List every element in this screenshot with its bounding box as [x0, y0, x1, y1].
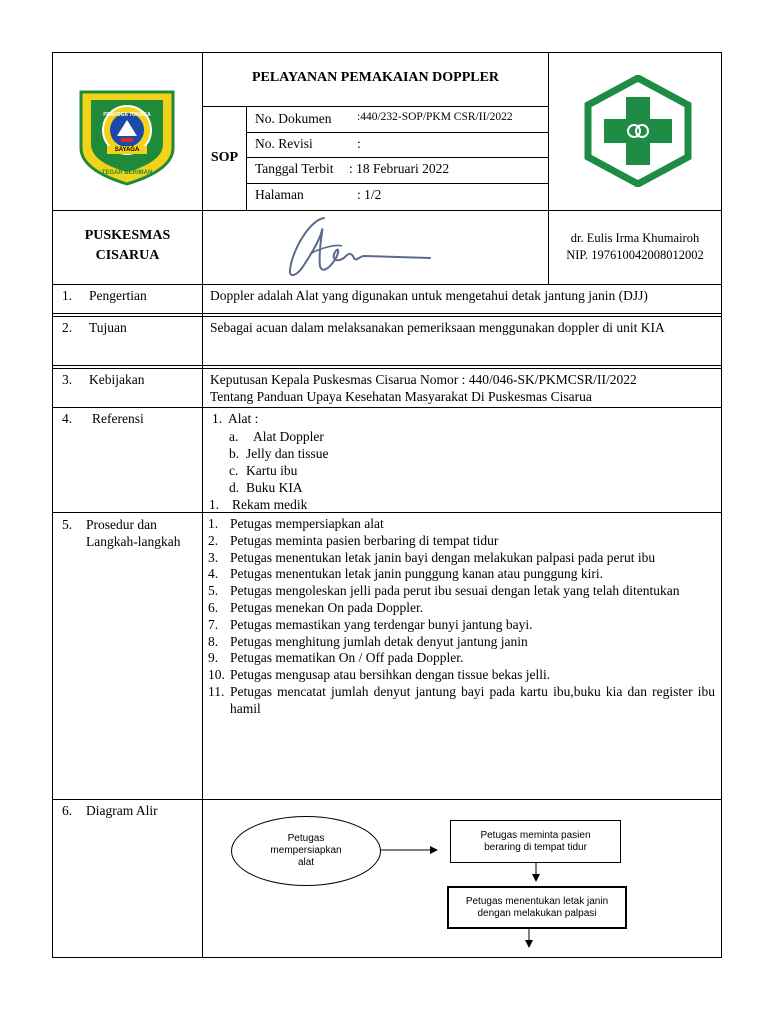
section-number: 3.: [62, 372, 73, 387]
meta-value: :: [357, 136, 361, 151]
section-text: Doppler adalah Alat yang digunakan untuk mengetahui detak jantung janin (DJJ): [210, 288, 648, 303]
meta-label: No. Dokumen: [255, 111, 332, 126]
list-marker: b.: [229, 446, 240, 461]
list-marker: d.: [229, 480, 240, 495]
document-title: PELAYANAN PEMAKAIAN DOPPLER: [251, 70, 500, 85]
meta-label: Halaman: [255, 187, 304, 202]
section-text: Sebagai acuan dalam melaksanakan pemeriksaan menggunakan doppler di unit KIA: [210, 320, 665, 335]
list-item: 5. Petugas mengoleskan jelli pada perut ibu sesuai dengan letak yang telah ditentukan: [208, 583, 680, 599]
section-label: Pengertian: [89, 288, 147, 303]
list-marker: c.: [229, 463, 239, 478]
list-item: 10. Petugas mengusap atau bersihkan dengan tissue bekas jelli.: [208, 667, 551, 683]
meta-value: : 1/2: [357, 187, 382, 202]
logo-top-text: PRAYOGA TOHAGA: [103, 112, 151, 118]
list-item: 11. Petugas mencatat jumlah denyut jantung bayi pada kartu ibu,buku kia dan register ibu hamil: [208, 683, 715, 716]
signer-nip: NIP. 197610042008012002: [566, 248, 704, 262]
meta-value: : 18 Februari 2022: [349, 161, 450, 176]
list-item: 6. Petugas menekan On pada Doppler.: [208, 599, 424, 615]
sop-label: SOP: [210, 150, 239, 165]
flow-start-text: Petugas mempersiapkan alat: [270, 833, 342, 868]
list-item: Rekam medik: [232, 497, 308, 512]
section-text: Tentang Panduan Upaya Kesehatan Masyarakat Di Puskesmas Cisarua: [210, 389, 592, 404]
section-label: Langkah-langkah: [86, 534, 181, 549]
list-item: Alat Doppler: [253, 429, 324, 444]
logo-bottom-text: TEGAR BERIMAN: [101, 170, 153, 176]
section-label: Referensi: [92, 411, 144, 426]
org-name-line2: CISARUA: [95, 248, 160, 263]
list-item: 2. Petugas meminta pasien berbaring di tempat tidur: [208, 532, 499, 548]
logo-band-text: SAYAGA: [114, 147, 140, 153]
list-marker: 1.: [209, 497, 220, 512]
list-item: 3. Petugas menentukan letak janin bayi dengan melakukan palpasi pada perut ibu: [208, 549, 656, 565]
list-item: 9. Petugas mematikan On / Off pada Doppler.: [208, 650, 464, 666]
section-number: 6.: [62, 803, 73, 818]
list-item: 8. Petugas menghitung jumlah detak denyut jantung janin: [208, 633, 528, 649]
org-name-line1: PUSKESMAS: [84, 228, 171, 243]
section-number: 1.: [62, 288, 73, 303]
list-item: Buku KIA: [246, 480, 303, 495]
list-item: 1. Petugas mempersiapkan alat: [208, 516, 384, 531]
list-item: 7. Petugas memastikan yang terdengar bunyi jantung bayi.: [208, 616, 533, 632]
section-number: 2.: [62, 320, 73, 335]
meta-label: Tanggal Terbit: [255, 161, 334, 176]
list-item: 4. Petugas menentukan letak janin punggung kanan atau punggung kiri.: [208, 566, 604, 582]
list-item: Kartu ibu: [246, 463, 298, 478]
list-marker: 1.: [212, 411, 223, 426]
section-label: Diagram Alir: [86, 803, 158, 818]
section-number: 5.: [62, 517, 73, 532]
list-item: Alat :: [228, 411, 259, 426]
list-marker: a.: [229, 429, 239, 444]
flow-box-text: Petugas menentukan letak janin dengan melakukan palpasi: [465, 895, 609, 919]
section-label: Tujuan: [89, 320, 127, 335]
section-label: Prosedur dan: [86, 517, 157, 532]
meta-label: No. Revisi: [255, 136, 313, 151]
signer-name: dr. Eulis Irma Khumairoh: [570, 231, 700, 245]
flow-box-text: Petugas meminta pasien beraring di tempat tidur: [480, 829, 591, 853]
meta-value: :440/232-SOP/PKM CSR/II/2022: [357, 111, 513, 123]
list-item: Jelly dan tissue: [246, 446, 329, 461]
section-number: 4.: [62, 411, 73, 426]
section-text: Keputusan Kepala Puskesmas Cisarua Nomor : 440/046-SK/PKMCSR/II/2022: [210, 372, 637, 387]
section-label: Kebijakan: [89, 372, 145, 387]
